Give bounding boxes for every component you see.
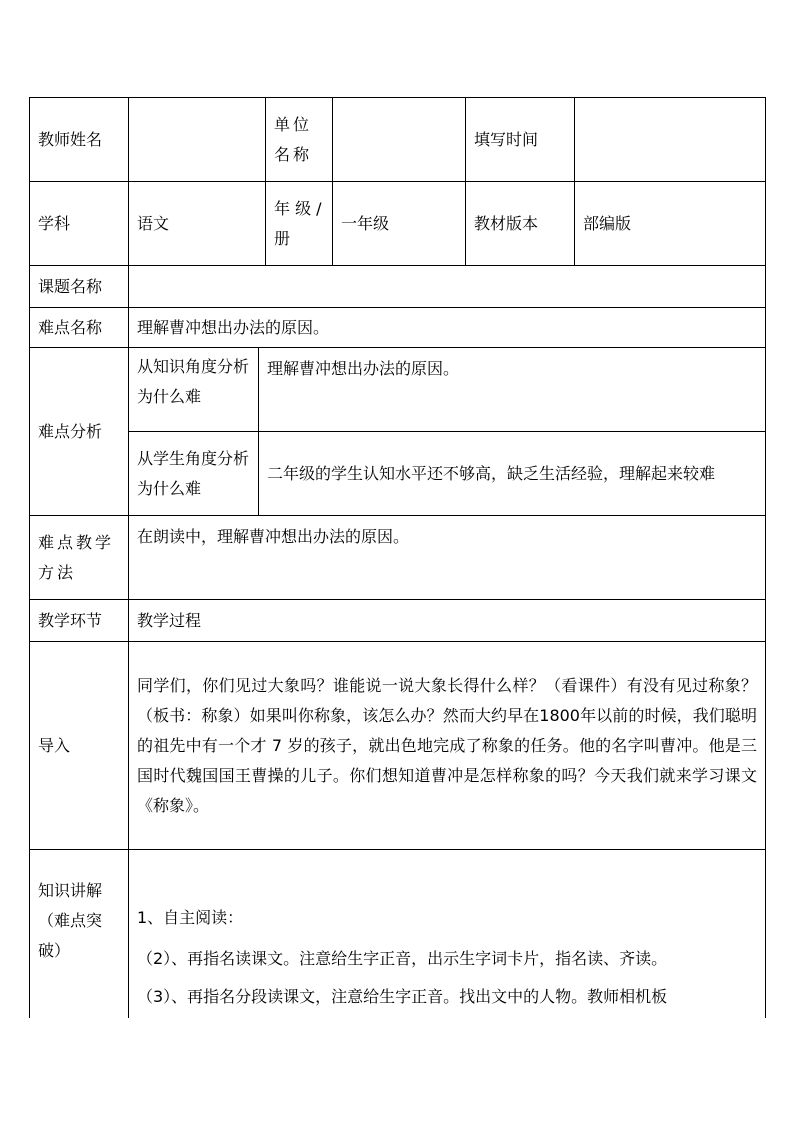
student-angle-value: 二年级的学生认知水平还不够高，缺乏生活经验，理解起来较难 bbox=[259, 432, 766, 516]
lecture-line-1: 1、自主阅读： bbox=[137, 908, 244, 927]
row-intro bbox=[30, 642, 766, 850]
grade-label: 年 级 / 册 bbox=[266, 182, 333, 266]
teacher-name-label: 教师姓名 bbox=[30, 98, 129, 182]
intro-label: 导入 bbox=[30, 642, 129, 850]
topic-label: 课题名称 bbox=[30, 266, 129, 308]
method-value: 在朗读中，理解曹冲想出办法的原因。 bbox=[129, 516, 766, 600]
row-subject bbox=[30, 182, 766, 266]
unit-name-label: 单位名称 bbox=[266, 98, 333, 182]
row-analysis-knowledge bbox=[30, 348, 766, 432]
grade-value: 一年级 bbox=[333, 182, 466, 266]
analysis-label: 难点分析 bbox=[30, 348, 129, 516]
difficulty-value: 理解曹冲想出办法的原因。 bbox=[129, 308, 766, 348]
row-analysis-student bbox=[30, 432, 766, 516]
topic-value bbox=[129, 266, 766, 308]
intro-value: 同学们，你们见过大象吗？谁能说一说大象长得什么样？（看课件）有没有见过称象？（板书：称象）如果叫你称象，该怎么办？然而大约早在1800年以前的时候，我们聪明的祖先中有一个才 7 岁的孩子，就出色地完成了称象的任务。他的名字叫曹冲。他是三国时代魏国国王曹操的儿子。你们想知道曹冲是怎样称象的吗？今天我们就来学习课文《称象》。 bbox=[129, 642, 766, 850]
lesson-plan-table bbox=[29, 97, 766, 1018]
knowledge-angle-value: 理解曹冲想出办法的原因。 bbox=[259, 348, 766, 432]
fill-date-label: 填写时间 bbox=[466, 98, 575, 182]
lecture-line-3: （3）、再指名分段读课文，注意给生字正音。找出文中的人物。教师相机板 bbox=[137, 987, 668, 1006]
edition-value: 部编版 bbox=[575, 182, 766, 266]
row-method bbox=[30, 516, 766, 600]
row-lecture bbox=[30, 850, 766, 1018]
row-teacher bbox=[30, 98, 766, 182]
knowledge-angle-label: 从知识角度分析为什么难 bbox=[129, 348, 259, 432]
edition-label: 教材版本 bbox=[466, 182, 575, 266]
row-difficulty bbox=[30, 308, 766, 348]
row-topic bbox=[30, 266, 766, 308]
subject-value: 语文 bbox=[129, 182, 266, 266]
lecture-line-2: （2）、再指名读课文。注意给生字正音，出示生字词卡片，指名读、齐读。 bbox=[137, 949, 668, 968]
row-steps bbox=[30, 600, 766, 642]
subject-label: 学科 bbox=[30, 182, 129, 266]
method-label: 难点教学方法 bbox=[30, 516, 129, 600]
student-angle-label: 从学生角度分析为什么难 bbox=[129, 432, 259, 516]
steps-label: 教学环节 bbox=[30, 600, 129, 642]
fill-date-value bbox=[575, 98, 766, 182]
lecture-content bbox=[129, 850, 766, 1018]
unit-name-value bbox=[333, 98, 466, 182]
steps-value: 教学过程 bbox=[129, 600, 766, 642]
lecture-label: 知识讲解（难点突破） bbox=[30, 850, 129, 1018]
teacher-name-value bbox=[129, 98, 266, 182]
difficulty-label: 难点名称 bbox=[30, 308, 129, 348]
